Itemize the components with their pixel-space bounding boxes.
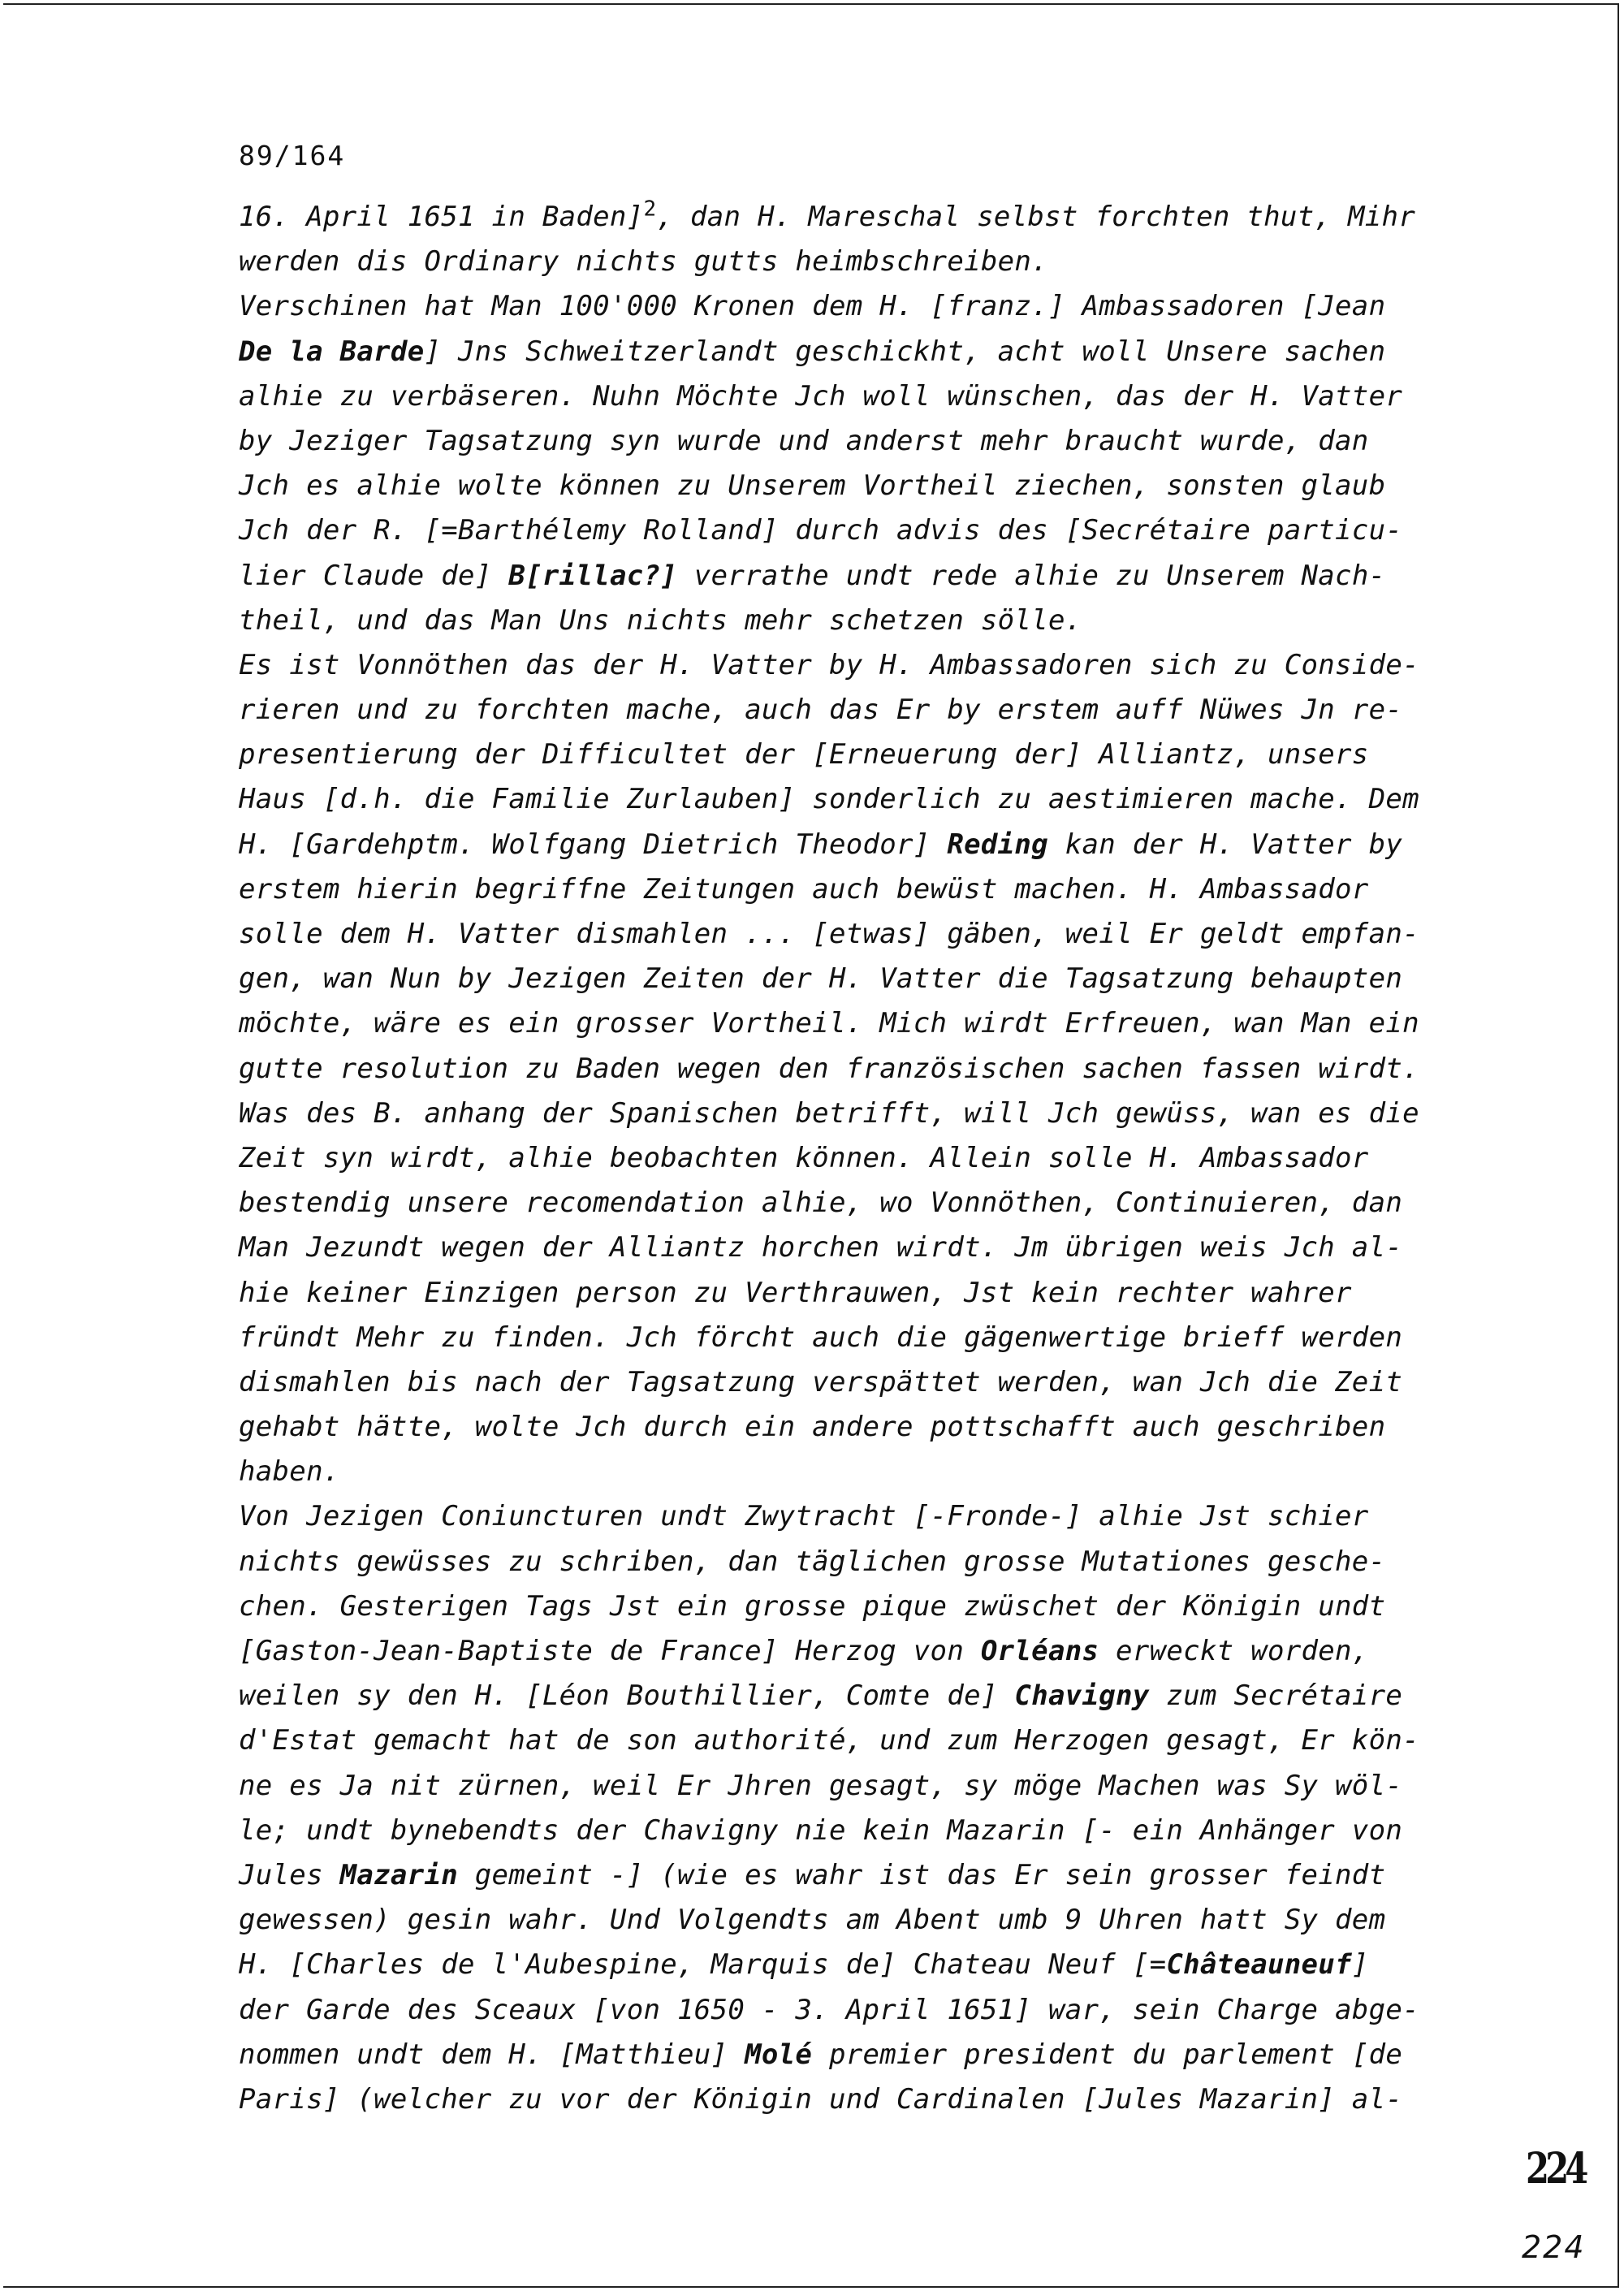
text-segment: gen, wan Nun by Jezigen Zeiten der H. Vatter die Tagsatzung behaupten [239,962,1403,996]
text-line [239,1316,1505,1360]
text-segment: gemeint -] (wie es wahr ist das Er sein grosser feindt [458,1858,1386,1891]
text-line [239,688,1505,733]
text-segment: , dan H. Mareschal selbst forchten thut, Mihr [656,201,1416,233]
text-segment: H. [Charles de l'Aubespine, Marquis de] Chateau Neuf [= [239,1948,1167,1982]
text-line [239,464,1505,508]
text-segment: gewessen) gesin wahr. Und Volgendts am Abent umb 9 Uhren hatt Sy dem [239,1904,1386,1937]
text-segment: erweckt worden, [1099,1635,1369,1667]
text-line [239,1809,1505,1853]
text-segment: Haus [d.h. die Familie Zurlauben] sonderlich zu aestimieren mache. Dem [239,783,1419,816]
text-line [239,1047,1505,1091]
text-line [239,1898,1505,1943]
bold-name: Chavigny [1014,1679,1150,1713]
text-segment: theil, und das Man Uns nichts mehr schetzen sölle. [239,603,1082,637]
text-segment: le; undt bynebendts der Chavigny nie kein Mazarin [- ein Anhänger von [239,1813,1403,1847]
page-reference: 89/164 [239,140,346,171]
text-line [239,733,1505,777]
text-line [239,1629,1505,1674]
text-segment: zum Secrétaire [1149,1679,1403,1713]
text-segment: [Gaston-Jean-Baptiste de France] Herzog von [239,1635,981,1667]
text-segment: solle dem H. Vatter dismahlen ... [etwas] gäben, weil Er geldt empfan- [239,918,1419,950]
text-segment: alhie zu verbäseren. Nuhn Möchte Jch woll wünschen, das der H. Vatter [239,379,1403,413]
text-segment: Was des B. anhang der Spanischen betrifft, will Jch gewüss, wan es die [239,1096,1419,1130]
text-line [239,1001,1505,1046]
text-line [239,1494,1505,1539]
text-segment: H. [Gardehptm. Wolfgang Dietrich Theodor] [239,828,948,861]
text-segment: bestendig unsere recomendation alhie, wo Vonnöthen, Continuieren, dan [239,1187,1403,1220]
text-segment: lier Claude de] [239,559,509,592]
text-segment: Verschinen hat Man 100'000 Kronen dem H. [franz.] Ambassadoren [Jean [239,290,1386,323]
text-segment: ne es Ja nit zürnen, weil Er Jhren gesagt, sy möge Machen was Sy wöl- [239,1769,1403,1802]
text-segment: erstem hierin begriffne Zeitungen auch bewüst machen. H. Ambassador [239,872,1369,906]
text-segment: Jules [239,1858,340,1891]
text-line [239,957,1505,1001]
text-segment: 16. April 1651 in Baden] [239,201,644,233]
bold-name: Orléans [980,1635,1099,1667]
footnote-marker: 2 [643,197,657,222]
bold-name: De la Barde [239,335,425,368]
text-line [239,330,1505,374]
text-segment: ] Jns Schweitzerlandt geschickht, acht woll Unsere sachen [424,335,1386,368]
bold-name: Reding [947,828,1048,861]
text-segment: werden dis Ordinary nichts gutts heimbschreiben. [239,245,1048,279]
text-segment: rieren und zu forchten mache, auch das Er by erstem auff Nüwes Jn re- [239,694,1403,727]
bold-name: Mazarin [339,1858,459,1891]
text-line [239,2033,1505,2077]
text-line [239,599,1505,643]
text-line [239,1271,1505,1316]
text-segment: kan der H. Vatter by [1047,828,1403,861]
text-segment: ] [1351,1948,1369,1982]
text-line [239,1943,1505,1987]
bold-name: B[rillac?] [508,559,678,592]
document-body [239,195,1505,2122]
bold-name: Molé [745,2038,813,2071]
text-line [239,240,1505,284]
text-segment: presentierung der Difficultet der [Erneuerung der] Alliantz, unsers [239,738,1369,772]
text-line [239,1853,1505,1898]
text-line [239,1674,1505,1718]
text-segment: Von Jezigen Coniuncturen undt Zwytracht [-Fronde-] alhie Jst schier [239,1500,1369,1533]
text-line [239,1718,1505,1763]
text-segment: gutte resolution zu Baden wegen den französischen sachen fassen wirdt. [239,1052,1419,1085]
stamped-page-number: 224 [1526,2144,1585,2194]
text-segment: fründt Mehr zu finden. Jch förcht auch die gägenwertige brieff werden [239,1321,1403,1354]
text-line [239,508,1505,553]
text-segment: dismahlen bis nach der Tagsatzung verspättet werden, wan Jch die Zeit [239,1365,1403,1398]
text-line [239,1764,1505,1809]
text-line [239,1225,1505,1270]
text-segment: gehabt hätte, wolte Jch durch ein andere pottschafft auch geschriben [239,1411,1386,1444]
handwritten-page-number: 224 [1522,2229,1586,2265]
text-line [239,912,1505,957]
text-segment: möchte, wäre es ein grosser Vortheil. Mich wirdt Erfreuen, wan Man ein [239,1007,1419,1040]
text-segment: nommen undt dem H. [Matthieu] [239,2038,745,2071]
text-segment: Paris] (welcher zu vor der Königin und Cardinalen [Jules Mazarin] al- [239,2082,1403,2116]
text-segment: Es ist Vonnöthen das der H. Vatter by H. Ambassadoren sich zu Conside- [239,648,1419,681]
text-segment: weilen sy den H. [Léon Bouthillier, Comte de] [239,1679,1015,1713]
text-segment: der Garde des Sceaux [von 1650 - 3. April 1651] war, sein Charge abge- [239,1993,1419,2026]
text-segment: premier president du parlement [de [812,2038,1403,2071]
text-line [239,1540,1505,1584]
text-segment: Jch der R. [=Barthélemy Rolland] durch advis des [Secrétaire particu- [239,514,1403,547]
text-segment: by Jeziger Tagsatzung syn wurde und anderst mehr braucht wurde, dan [239,424,1369,457]
text-line [239,1360,1505,1405]
text-line [239,1091,1505,1136]
text-segment: verrathe undt rede alhie zu Unserem Nach- [677,559,1386,592]
text-segment: haben. [239,1455,340,1489]
text-line [239,374,1505,419]
text-line [239,1988,1505,2033]
text-line [239,643,1505,688]
text-line [239,1584,1505,1629]
text-line [239,867,1505,912]
text-line [239,419,1505,464]
text-line [239,1450,1505,1494]
text-line [239,554,1505,599]
text-line [239,823,1505,867]
text-segment: Man Jezundt wegen der Alliantz horchen wirdt. Jm übrigen weis Jch al- [239,1231,1403,1264]
text-line [239,1136,1505,1181]
text-segment: d'Estat gemacht hat de son authorité, und zum Herzogen gesagt, Er kön- [239,1724,1419,1757]
text-line [239,1405,1505,1450]
text-line [239,195,1505,240]
text-line [239,284,1505,329]
text-segment: hie keiner Einzigen person zu Verthrauwen, Jst kein rechter wahrer [239,1276,1352,1309]
text-segment: chen. Gesterigen Tags Jst ein grosse pique zwüschet der Königin undt [239,1589,1386,1623]
text-line [239,2077,1505,2122]
text-segment: Jch es alhie wolte können zu Unserem Vortheil ziechen, sonsten glaub [239,469,1386,503]
text-segment: nichts gewüsses zu schriben, dan täglichen grosse Mutationes gesche- [239,1545,1386,1578]
bold-name: Châteauneuf [1166,1948,1352,1982]
text-line [239,1181,1505,1225]
text-line [239,777,1505,822]
text-segment: Zeit syn wirdt, alhie beobachten können. Allein solle H. Ambassador [239,1141,1369,1174]
